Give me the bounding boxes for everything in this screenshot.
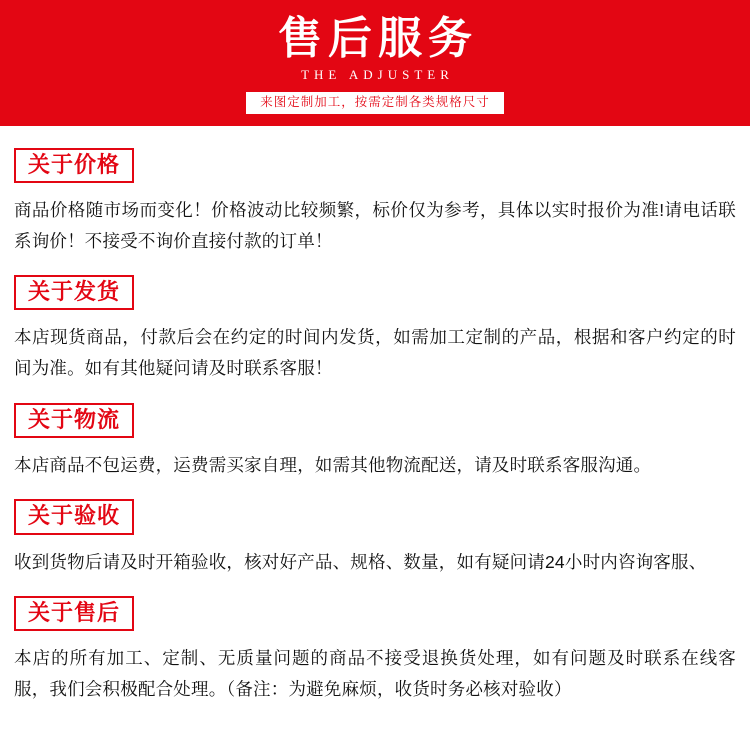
sections-container [0, 126, 750, 704]
section-body-logistics: 本店商品不包运费，运费需买家自理，如需其他物流配送，请及时联系客服沟通。 [14, 454, 652, 475]
section-acceptance [14, 499, 736, 577]
section-body-shipping: 本店现货商品，付款后会在约定的时间内发货，如需加工定制的产品，根据和客户约定的时间为准。如有其他疑问请及时联系客服！ [14, 327, 736, 379]
section-logistics [14, 403, 736, 481]
section-after-sales [14, 596, 736, 704]
section-body-acceptance: 收到货物后请及时开箱验收，核对好产品、规格、数量，如有疑问请24小时内咨询客服、 [14, 551, 707, 572]
section-body-after-sales: 本店的所有加工、定制、无质量问题的商品不接受退换货处理，如有问题及时联系在线客服，我们会积极配合处理。（备注：为避免麻烦，收货时务必核对验收） [14, 648, 736, 699]
customization-note: 来图定制加工，按需定制各类规格尺寸 [246, 92, 504, 114]
section-body-price: 商品价格随市场而变化！价格波动比较频繁，标价仅为参考，具体以实时报价为准!请电话联系询价！不接受不询价直接付款的订单！ [14, 200, 736, 251]
section-heading-price: 关于价格 [14, 148, 134, 183]
section-heading-shipping: 关于发货 [14, 275, 134, 310]
section-price [14, 148, 736, 256]
section-shipping [14, 275, 736, 383]
section-heading-after-sales: 关于售后 [14, 596, 134, 631]
page-title: 售后服务 [278, 14, 478, 63]
page-subtitle: THE ADJUSTER [301, 67, 454, 83]
section-heading-logistics: 关于物流 [14, 403, 134, 438]
header-banner [0, 0, 750, 126]
section-heading-acceptance: 关于验收 [14, 499, 134, 534]
